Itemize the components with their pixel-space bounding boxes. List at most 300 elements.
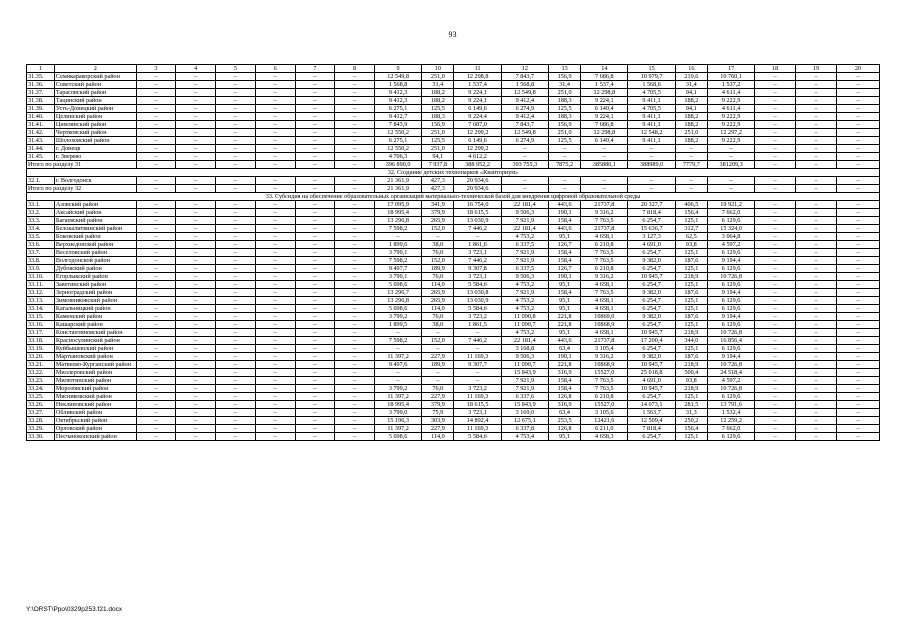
table-cell: Шолоховский район (54, 137, 136, 145)
table-cell: – (176, 225, 216, 233)
table-cell: 12 675,1 (501, 417, 548, 425)
table-cell: 9 412,4 (501, 113, 548, 121)
table-cell: 251,0 (548, 129, 580, 137)
table-cell: 251,0 (422, 145, 454, 153)
table-cell: – (176, 361, 216, 369)
table-cell: – (755, 289, 796, 297)
table-cell: – (176, 121, 216, 129)
table-cell: – (796, 265, 837, 273)
table-cell: – (796, 273, 837, 281)
table-cell: Куйбышевский район (54, 345, 136, 353)
table-cell: – (836, 185, 879, 193)
table-cell: – (176, 385, 216, 393)
table-cell: – (836, 209, 879, 217)
table-row (27, 313, 880, 321)
table-cell: – (335, 249, 375, 257)
table-cell: – (176, 425, 216, 433)
table-cell: – (255, 153, 295, 161)
table-cell: 6 129,6 (707, 249, 754, 257)
table-cell: – (295, 129, 335, 137)
table-cell: 9 (374, 65, 421, 73)
table-cell: Кагальницкий район (54, 305, 136, 313)
table-cell: 7 763,5 (581, 289, 628, 297)
table-cell: – (176, 73, 216, 81)
table-cell: 114,0 (422, 433, 454, 441)
table-cell: – (836, 281, 879, 289)
table-cell: – (255, 105, 295, 113)
table-cell: 4 753,2 (501, 297, 548, 305)
table-cell: 9 497,6 (374, 361, 421, 369)
table-cell: – (295, 385, 335, 393)
table-cell: – (335, 257, 375, 265)
table-cell: 15 843,9 (501, 401, 548, 409)
table-cell: Мясниковский район (54, 393, 136, 401)
table-cell: – (755, 273, 796, 281)
table-cell: – (755, 369, 796, 377)
table-cell: – (454, 345, 501, 353)
table-cell: 22 181,4 (501, 225, 548, 233)
table-cell: – (335, 369, 375, 377)
table-cell: – (136, 393, 176, 401)
table-cell: 33.30. (27, 433, 55, 441)
table-cell: – (136, 321, 176, 329)
table-cell: 188,2 (675, 137, 707, 145)
table-cell: – (335, 337, 375, 345)
table-cell: – (136, 145, 176, 153)
table-cell: 9 506,3 (501, 273, 548, 281)
table-cell: 10 726,8 (707, 361, 754, 369)
table-cell: 11 397,2 (374, 425, 421, 433)
table-cell: 9 194,4 (707, 353, 754, 361)
table-cell: – (335, 281, 375, 289)
table-cell: Итого по разделу 31 (27, 161, 137, 169)
table-cell: – (295, 217, 335, 225)
table-cell: – (501, 185, 548, 193)
table-cell: 95,1 (548, 433, 580, 441)
table-cell: – (422, 233, 454, 241)
table-cell: 33.14. (27, 305, 55, 313)
table-cell: 31.44. (27, 145, 55, 153)
table-cell: Зерноградский район (54, 289, 136, 297)
table-cell: 6 254,7 (628, 321, 675, 329)
table-cell: 12 298,8 (581, 89, 628, 97)
table-cell: – (796, 329, 837, 337)
table-cell: 6 129,6 (707, 393, 754, 401)
table-cell: – (836, 297, 879, 305)
table-cell: – (374, 233, 421, 241)
table-cell: 7 921,9 (501, 385, 548, 393)
table-cell: 33.15. (27, 313, 55, 321)
table-cell: – (796, 249, 837, 257)
table-cell: – (755, 145, 796, 153)
table-cell: – (136, 409, 176, 417)
table-cell: 9 222,9 (707, 97, 754, 105)
table-cell: Итого по разделу 32 (27, 185, 137, 193)
table-cell: 11 090,7 (501, 321, 548, 329)
table-cell: – (295, 161, 335, 169)
table-cell: 7 921,9 (501, 217, 548, 225)
table-cell: 9 194,4 (707, 289, 754, 297)
table-cell: 251,0 (422, 73, 454, 81)
table-cell: 10 945,7 (628, 273, 675, 281)
table-cell: 9 497,7 (374, 265, 421, 273)
table-cell: 7 598,2 (374, 257, 421, 265)
table-cell: 10 726,8 (707, 273, 754, 281)
table-cell: – (136, 185, 176, 193)
table-row (27, 225, 880, 233)
table-cell: 427,3 (422, 177, 454, 185)
table-cell: – (755, 257, 796, 265)
table-cell: 281,5 (675, 401, 707, 409)
table-cell: – (176, 273, 216, 281)
table-cell: – (548, 153, 580, 161)
table-cell: – (295, 313, 335, 321)
table-cell: 94,1 (675, 89, 707, 97)
table-cell: – (255, 281, 295, 289)
table-cell: 33.18. (27, 337, 55, 345)
table-cell: 125,1 (675, 297, 707, 305)
table-cell: – (255, 217, 295, 225)
table-cell: – (836, 257, 879, 265)
table-cell: – (628, 177, 675, 185)
table-cell: 188,2 (422, 89, 454, 97)
table-cell: – (136, 209, 176, 217)
table-cell: 4 611,4 (707, 105, 754, 113)
table-cell: 218,9 (675, 385, 707, 393)
table-cell: 265,9 (422, 289, 454, 297)
table-cell: – (836, 177, 879, 185)
table-cell: – (755, 353, 796, 361)
table-cell: – (255, 233, 295, 241)
table-cell: – (422, 345, 454, 353)
table-cell: 33.5. (27, 233, 55, 241)
table-cell: 33.27. (27, 409, 55, 417)
table-cell: 13 296,8 (374, 217, 421, 225)
table-cell: 7 686,8 (581, 121, 628, 129)
table-cell: – (335, 417, 375, 425)
table-cell: – (335, 329, 375, 337)
table-cell: 7 662,0 (707, 209, 754, 217)
table-cell: – (176, 409, 216, 417)
table-cell: 9 506,3 (501, 353, 548, 361)
table-cell: – (796, 73, 837, 81)
table-cell: Каменский район (54, 313, 136, 321)
table-row (27, 417, 880, 425)
table-cell: 5 584,6 (454, 433, 501, 441)
table-cell: 253,5 (548, 417, 580, 425)
table-cell: – (675, 153, 707, 161)
table-cell: 3 799,1 (374, 249, 421, 257)
table-cell: – (796, 129, 837, 137)
table-cell: – (335, 385, 375, 393)
table-cell: 16 856,4 (707, 337, 754, 345)
table-cell: 379,9 (422, 209, 454, 217)
table-cell: 3 723,2 (454, 385, 501, 393)
table-cell: 76,0 (422, 313, 454, 321)
table-cell: – (216, 337, 256, 345)
table-cell: Белокалитвинский район (54, 225, 136, 233)
table-cell: 33.20. (27, 353, 55, 361)
table-cell: 33.17. (27, 329, 55, 337)
table-cell: – (136, 417, 176, 425)
table-cell: 4 753,4 (501, 433, 548, 441)
table-cell: – (136, 233, 176, 241)
table-cell: – (295, 201, 335, 209)
table-cell: Орловский район (54, 425, 136, 433)
table-cell: – (581, 185, 628, 193)
table-cell: 6 254,7 (628, 265, 675, 273)
table-cell: – (136, 401, 176, 409)
table-cell: – (255, 81, 295, 89)
table-cell: 4 658,3 (581, 433, 628, 441)
table-cell: 316,9 (548, 369, 580, 377)
table-cell: – (216, 281, 256, 289)
table-cell: – (796, 257, 837, 265)
table-cell: 3 799,2 (374, 385, 421, 393)
table-cell: 6 211,0 (581, 425, 628, 433)
table-cell: – (796, 225, 837, 233)
table-row (27, 409, 880, 417)
table-cell: – (836, 121, 879, 129)
table-cell: 125,1 (675, 249, 707, 257)
table-cell: – (796, 345, 837, 353)
table-cell: – (628, 145, 675, 153)
table-cell: – (548, 185, 580, 193)
table-cell: – (755, 361, 796, 369)
table-cell: 4 705,5 (628, 89, 675, 97)
table-cell: 18 995,4 (374, 401, 421, 409)
table-cell: – (136, 361, 176, 369)
table-cell: 158,4 (548, 377, 580, 385)
table-cell: 152,0 (422, 257, 454, 265)
table-cell: 15 324,0 (707, 225, 754, 233)
table-cell: – (581, 145, 628, 153)
table-cell: – (548, 145, 580, 153)
table-cell: – (176, 97, 216, 105)
table-row (27, 241, 880, 249)
table-cell: 7 763,5 (581, 377, 628, 385)
table-cell: 9 382,0 (628, 353, 675, 361)
table-cell: – (136, 89, 176, 97)
table-cell: 396 890,0 (374, 161, 421, 169)
table-cell: – (295, 433, 335, 441)
table-cell: 125,5 (422, 137, 454, 145)
table-cell: – (255, 329, 295, 337)
table-cell: – (374, 329, 421, 337)
table-cell: Обливский район (54, 409, 136, 417)
table-cell: – (255, 297, 295, 305)
table-cell: 158,4 (548, 289, 580, 297)
table-cell: – (796, 113, 837, 121)
table-cell: Веселовский район (54, 249, 136, 257)
table-cell: 17 200,4 (628, 337, 675, 345)
table-cell: – (335, 425, 375, 433)
table-cell: – (176, 377, 216, 385)
table-cell: 4 611,4 (707, 89, 754, 97)
table-cell: 6 210,8 (581, 241, 628, 249)
table-cell: – (216, 385, 256, 393)
table-cell: 3 723,2 (454, 313, 501, 321)
table-row (27, 361, 880, 369)
table-cell: Тацинский район (54, 97, 136, 105)
table-cell: – (136, 81, 176, 89)
table-cell: 9 307,7 (454, 361, 501, 369)
table-cell: – (295, 289, 335, 297)
table-cell: – (796, 97, 837, 105)
table-cell: – (176, 241, 216, 249)
table-cell: 5 698,6 (374, 281, 421, 289)
table-cell: 6 129,6 (707, 281, 754, 289)
table-row (27, 265, 880, 273)
table-cell: 33.29. (27, 425, 55, 433)
table-cell: 11 090,8 (501, 313, 548, 321)
table-cell: 13 030,8 (454, 289, 501, 297)
table-cell: – (216, 425, 256, 433)
table-cell: – (255, 409, 295, 417)
table-cell: – (422, 369, 454, 377)
table-cell: 188,3 (422, 113, 454, 121)
table-cell: 6 129,6 (707, 433, 754, 441)
table-cell: 156,9 (548, 73, 580, 81)
table-cell: – (176, 401, 216, 409)
table-cell: 4 658,1 (581, 329, 628, 337)
table-cell: г. Донецк (54, 145, 136, 153)
table-cell: – (136, 265, 176, 273)
table-cell: – (796, 305, 837, 313)
table-cell: 6 337,8 (501, 425, 548, 433)
table-cell: – (796, 105, 837, 113)
table-cell: – (335, 289, 375, 297)
table-cell: 12 509,4 (628, 417, 675, 425)
table-cell: – (295, 409, 335, 417)
table-cell: – (374, 345, 421, 353)
table-cell: 1 568,8 (501, 81, 548, 89)
table-cell: – (216, 81, 256, 89)
table-cell: – (796, 401, 837, 409)
table-row (27, 281, 880, 289)
table-cell: 251,0 (422, 129, 454, 137)
table-cell: 21737,8 (581, 337, 628, 345)
table-cell: 6 337,5 (501, 265, 548, 273)
table-cell: – (176, 393, 216, 401)
table-cell: – (836, 137, 879, 145)
table-cell: 265,9 (422, 297, 454, 305)
table-cell: 4 658,1 (581, 233, 628, 241)
table-cell: – (176, 217, 216, 225)
table-cell: 126,7 (548, 265, 580, 273)
table-cell: – (836, 401, 879, 409)
table-cell: – (176, 177, 216, 185)
table-cell: 158,4 (548, 249, 580, 257)
table-cell: 3 105,4 (581, 345, 628, 353)
table-cell: – (335, 209, 375, 217)
table-cell: 9 224,1 (454, 89, 501, 97)
table-cell: – (755, 313, 796, 321)
table-cell: – (796, 81, 837, 89)
table-cell: – (796, 289, 837, 297)
table-cell: Неклиновский район (54, 401, 136, 409)
table-cell: – (136, 377, 176, 385)
table-cell: 9 222,9 (707, 121, 754, 129)
table-cell: 17 095,9 (374, 201, 421, 209)
table-cell: Дубовский район (54, 265, 136, 273)
table-cell: 7 (295, 65, 335, 73)
table-cell: – (295, 353, 335, 361)
table-cell: 6 210,8 (581, 393, 628, 401)
table-cell: 187,6 (675, 353, 707, 361)
table-cell: – (836, 105, 879, 113)
table-cell: 381209,3 (707, 161, 754, 169)
table-cell: – (836, 385, 879, 393)
table-row (27, 145, 880, 153)
table-cell: 7 763,5 (581, 249, 628, 257)
table-cell: 12 550,2 (374, 129, 421, 137)
table-cell: – (136, 297, 176, 305)
table-cell: – (136, 113, 176, 121)
table-cell: – (216, 409, 256, 417)
table-cell: – (796, 217, 837, 225)
table-cell: 6 274,9 (501, 105, 548, 113)
table-cell: 19 921,2 (707, 201, 754, 209)
table-cell: – (796, 385, 837, 393)
table-cell: 114,0 (422, 281, 454, 289)
table-cell: – (755, 73, 796, 81)
table-cell: – (755, 81, 796, 89)
table-cell: – (796, 233, 837, 241)
table-cell: – (295, 153, 335, 161)
table-cell: – (255, 185, 295, 193)
table-cell: 7 598,2 (374, 337, 421, 345)
table-cell: – (255, 97, 295, 105)
table-cell: – (335, 265, 375, 273)
table-cell: – (295, 233, 335, 241)
table-cell: – (255, 417, 295, 425)
table-cell: 76,0 (422, 385, 454, 393)
table-cell: Миллеровский район (54, 369, 136, 377)
table-cell: – (176, 137, 216, 145)
table-cell: 25 018,8 (628, 369, 675, 377)
table-cell: – (136, 385, 176, 393)
table-cell: – (295, 265, 335, 273)
table-cell: 9 411,1 (628, 97, 675, 105)
table-cell: – (216, 177, 256, 185)
table-cell: – (216, 289, 256, 297)
table-cell: 3 (136, 65, 176, 73)
table-cell: 7 937,8 (422, 161, 454, 169)
table-cell: 1 (27, 65, 55, 73)
table-cell: г. Зверево (54, 153, 136, 161)
table-cell: – (255, 337, 295, 345)
table-cell: 9 411,1 (628, 137, 675, 145)
table-cell: 31.38. (27, 97, 55, 105)
table-cell: 95,1 (548, 297, 580, 305)
table-cell: 6 254,7 (628, 217, 675, 225)
table-cell: – (216, 241, 256, 249)
table-cell: – (255, 145, 295, 153)
table-cell: – (755, 201, 796, 209)
table-cell: Кашарский район (54, 321, 136, 329)
table-cell: 33.12. (27, 289, 55, 297)
table-cell: 33.2. (27, 209, 55, 217)
table-cell: Семикаракорский район (54, 73, 136, 81)
table-cell: Верхнедонской район (54, 241, 136, 249)
table-cell: – (335, 433, 375, 441)
table-cell: – (136, 425, 176, 433)
table-cell: – (136, 433, 176, 441)
table-cell: 3 799,1 (374, 273, 421, 281)
table-cell: 188,2 (422, 97, 454, 105)
table-cell: Заветинский район (54, 281, 136, 289)
